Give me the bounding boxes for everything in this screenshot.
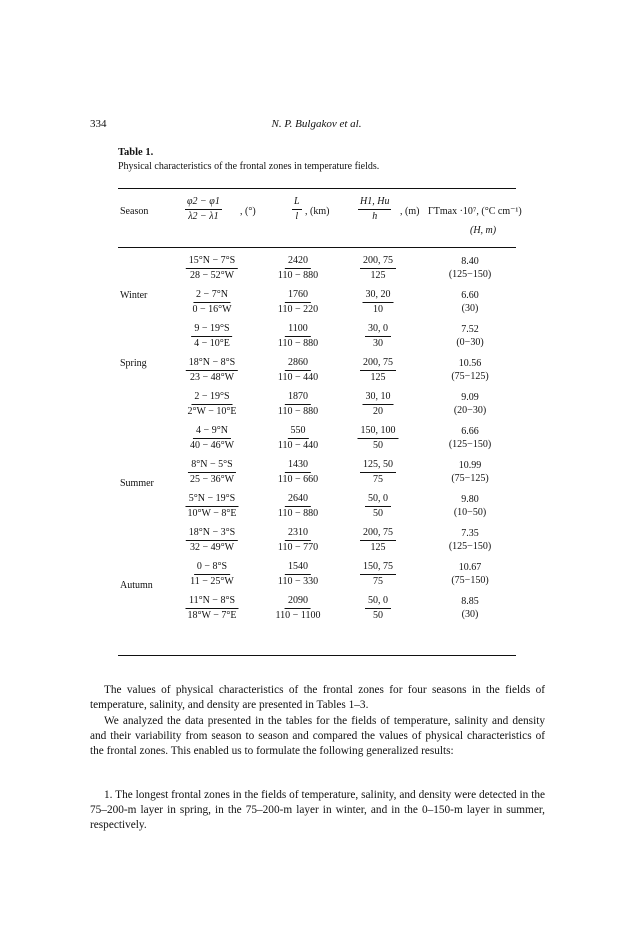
depth-cell-numerator: 150, 100 <box>358 425 399 439</box>
table-bottom-rule <box>118 655 516 656</box>
depth-cell-numerator: 200, 75 <box>360 255 396 269</box>
gradient-depth-range: (75−125) <box>451 472 489 484</box>
column-header-depth <box>358 196 391 222</box>
coordinates-cell-denominator: 0 − 16°W <box>192 304 232 315</box>
depth-cell <box>363 391 394 418</box>
depth-cell <box>358 425 399 452</box>
depth-cell-denominator: 50 <box>373 610 383 621</box>
length-numerator: L <box>292 196 302 210</box>
depth-unit: , (m) <box>400 206 420 217</box>
length-cell-numerator: 2090 <box>285 595 311 609</box>
length-cell <box>275 425 321 452</box>
depth-cell <box>365 323 391 350</box>
length-cell-numerator: 2860 <box>285 357 311 371</box>
coordinates-cell <box>191 323 233 350</box>
column-header-length <box>292 196 302 222</box>
coordinates-cell <box>186 527 238 554</box>
gradient-value: 10.56 <box>458 358 482 369</box>
gradient-depth-range: (10−50) <box>453 506 487 518</box>
angle-unit: , (°) <box>240 206 256 217</box>
length-cell-numerator: 550 <box>288 425 309 439</box>
depth-cell-numerator: 200, 75 <box>360 527 396 541</box>
length-cell-numerator: 2640 <box>285 493 311 507</box>
length-cell-denominator: 110 − 440 <box>277 372 319 383</box>
gradient-depth-range: (30) <box>461 302 479 314</box>
length-cell-denominator: 110 − 880 <box>277 508 319 519</box>
gradient-value: 10.67 <box>458 562 482 573</box>
coordinates-cell-denominator: 18°W − 7°E <box>187 610 237 621</box>
depth-cell-numerator: 30, 10 <box>363 391 394 405</box>
depth-cell-numerator: 200, 75 <box>360 357 396 371</box>
length-cell-denominator: 110 − 440 <box>277 440 319 451</box>
gradient-cell <box>449 426 491 451</box>
depth-cell-denominator: 75 <box>373 474 383 485</box>
depth-cell-denominator: 75 <box>373 576 383 587</box>
length-cell <box>275 357 321 384</box>
coordinates-cell-numerator: 0 − 8°S <box>194 561 230 575</box>
coordinates-cell <box>186 357 238 384</box>
coordinates-cell-denominator: 2°W − 10°E <box>187 406 237 417</box>
length-cell-numerator: 1760 <box>285 289 311 303</box>
length-cell-denominator: 110 − 880 <box>277 406 319 417</box>
coordinates-cell-denominator: 23 − 48°W <box>189 372 235 383</box>
gradient-value: 7.52 <box>461 324 479 335</box>
column-header-gradient-depth: (H, m) <box>470 225 497 236</box>
coordinates-cell <box>187 459 237 486</box>
depth-cell <box>365 595 391 622</box>
depth-cell-denominator: 125 <box>370 270 386 281</box>
length-cell-denominator: 110 − 330 <box>277 576 319 587</box>
length-cell <box>275 391 321 418</box>
body-paragraph-3: 1. The longest frontal zones in the fields of temperature, salinity, and density were detected in the 75–200-m layer in spring, in the 75–200-m layer in winter, and in the 0–150-m layer in summer, respectively. <box>90 789 545 832</box>
length-cell <box>275 459 321 486</box>
body-paragraph-2: We analyzed the data presented in the tables for the fields of temperature, salinity and density and their variability from season to season and compared the values of physical characteristics of the frontal zones. This enabled us to formulate the following generalized results: <box>90 715 545 758</box>
depth-cell-denominator: 125 <box>370 372 386 383</box>
depth-cell-numerator: 150, 75 <box>360 561 396 575</box>
gradient-cell <box>451 460 488 485</box>
coordinates-cell-numerator: 11°N − 8°S <box>186 595 238 609</box>
coordinates-cell <box>187 561 237 588</box>
gradient-value: 8.40 <box>461 256 479 267</box>
gradient-cell <box>454 392 486 417</box>
depth-cell <box>360 357 396 384</box>
length-cell-numerator: 2420 <box>285 255 311 269</box>
depth-cell-denominator: 50 <box>373 508 383 519</box>
season-label: Winter <box>120 290 148 301</box>
length-cell-numerator: 2310 <box>285 527 311 541</box>
coordinates-cell-denominator: 25 − 36°W <box>189 474 235 485</box>
gradient-value: 6.60 <box>461 290 479 301</box>
length-cell-numerator: 1430 <box>285 459 311 473</box>
gradient-value: 6.66 <box>461 426 479 437</box>
coordinates-cell-numerator: 2 − 7°N <box>193 289 231 303</box>
coordinates-cell-denominator: 32 − 49°W <box>189 542 235 553</box>
coordinates-cell <box>184 493 239 520</box>
depth-cell-numerator: 50, 0 <box>365 493 391 507</box>
depth-denominator: h <box>372 210 378 222</box>
angle-numerator: φ2 − φ1 <box>185 196 222 210</box>
length-cell-numerator: 1870 <box>285 391 311 405</box>
gradient-cell <box>454 494 486 519</box>
length-cell-numerator: 1100 <box>285 323 311 337</box>
depth-cell <box>365 493 391 520</box>
gradient-depth-range: (20−30) <box>453 404 487 416</box>
length-cell <box>275 323 321 350</box>
gradient-cell <box>461 596 479 621</box>
coordinates-cell-numerator: 18°N − 8°S <box>186 357 238 371</box>
table-header-rule <box>118 247 516 248</box>
season-label: Autumn <box>120 580 153 591</box>
coordinates-cell-numerator: 2 − 19°S <box>191 391 232 405</box>
coordinates-cell-numerator: 18°N − 3°S <box>186 527 238 541</box>
length-cell <box>275 255 321 282</box>
coordinates-cell <box>184 391 239 418</box>
gradient-cell <box>451 562 488 587</box>
coordinates-cell-denominator: 10°W − 8°E <box>187 508 237 519</box>
body-paragraph-1: The values of physical characteristics of the frontal zones for four seasons in the fields of temperature, salinity, and density are presented in Tables 1–3. <box>90 684 545 712</box>
gradient-value: 10.99 <box>458 460 482 471</box>
gradient-cell <box>451 358 488 383</box>
gradient-cell <box>456 324 483 349</box>
length-cell <box>273 595 324 622</box>
depth-cell-denominator: 50 <box>373 440 383 451</box>
coordinates-cell-numerator: 9 − 19°S <box>191 323 232 337</box>
coordinates-cell-denominator: 11 − 25°W <box>190 576 234 587</box>
gradient-value: 9.09 <box>461 392 479 403</box>
table-caption: Physical characteristics of the frontal zones in temperature fields. <box>118 161 380 172</box>
coordinates-cell-numerator: 5°N − 19°S <box>186 493 238 507</box>
gradient-cell <box>461 290 479 315</box>
coordinates-cell <box>187 425 237 452</box>
gradient-depth-range: (125−150) <box>448 438 492 450</box>
length-cell-denominator: 110 − 660 <box>277 474 319 485</box>
depth-cell <box>360 459 396 486</box>
depth-cell-denominator: 10 <box>373 304 383 315</box>
depth-cell <box>360 561 396 588</box>
gradient-depth-range: (125−150) <box>448 540 492 552</box>
depth-cell <box>360 527 396 554</box>
length-cell-denominator: 110 − 770 <box>277 542 319 553</box>
gradient-value: 9.80 <box>461 494 479 505</box>
depth-cell-numerator: 30, 20 <box>363 289 394 303</box>
season-label: Summer <box>120 478 154 489</box>
gradient-depth-range: (75−125) <box>451 370 489 382</box>
coordinates-cell-numerator: 4 − 9°N <box>193 425 231 439</box>
depth-cell <box>360 255 396 282</box>
length-cell <box>275 561 321 588</box>
length-cell-denominator: 110 − 880 <box>277 338 319 349</box>
column-header-season: Season <box>120 206 149 217</box>
depth-cell-numerator: 30, 0 <box>365 323 391 337</box>
season-label: Spring <box>120 358 147 369</box>
depth-cell-numerator: 50, 0 <box>365 595 391 609</box>
column-header-gradient: ΓTmax ·10⁷, (°C cm⁻¹) <box>428 206 522 217</box>
gradient-cell <box>449 528 491 553</box>
gradient-value: 7.35 <box>461 528 479 539</box>
depth-cell-numerator: 125, 50 <box>360 459 396 473</box>
gradient-depth-range: (0−30) <box>456 336 484 348</box>
gradient-depth-range: (75−150) <box>451 574 489 586</box>
depth-cell-denominator: 20 <box>373 406 383 417</box>
gradient-depth-range: (125−150) <box>448 268 492 280</box>
page-number: 334 <box>90 118 107 130</box>
gradient-depth-range: (30) <box>461 608 479 620</box>
gradient-value: 8.85 <box>461 596 479 607</box>
coordinates-cell <box>189 289 234 316</box>
gradient-cell <box>449 256 491 281</box>
coordinates-cell <box>186 255 238 282</box>
depth-cell-denominator: 30 <box>373 338 383 349</box>
coordinates-cell-denominator: 28 − 52°W <box>189 270 235 281</box>
coordinates-cell-denominator: 40 − 46°W <box>189 440 235 451</box>
coordinates-cell-numerator: 15°N − 7°S <box>186 255 238 269</box>
length-cell-numerator: 1540 <box>285 561 311 575</box>
depth-cell <box>363 289 394 316</box>
table-label: Table 1. <box>118 147 154 158</box>
length-denominator: l <box>295 210 299 222</box>
depth-cell-denominator: 125 <box>370 542 386 553</box>
coordinates-cell-denominator: 4 − 10°E <box>194 338 230 349</box>
length-cell-denominator: 110 − 220 <box>277 304 319 315</box>
depth-numerator: H1, Hu <box>358 196 391 210</box>
coordinates-cell-numerator: 8°N − 5°S <box>188 459 235 473</box>
running-head: N. P. Bulgakov et al. <box>271 118 362 130</box>
column-header-angle <box>185 196 222 222</box>
length-cell <box>275 493 321 520</box>
coordinates-cell <box>184 595 239 622</box>
angle-denominator: λ2 − λ1 <box>188 210 219 222</box>
length-unit: , (km) <box>305 206 330 217</box>
length-cell-denominator: 110 − 880 <box>277 270 319 281</box>
length-cell-denominator: 110 − 1100 <box>275 610 321 621</box>
length-cell <box>275 527 321 554</box>
table-top-rule <box>118 188 516 189</box>
length-cell <box>275 289 321 316</box>
